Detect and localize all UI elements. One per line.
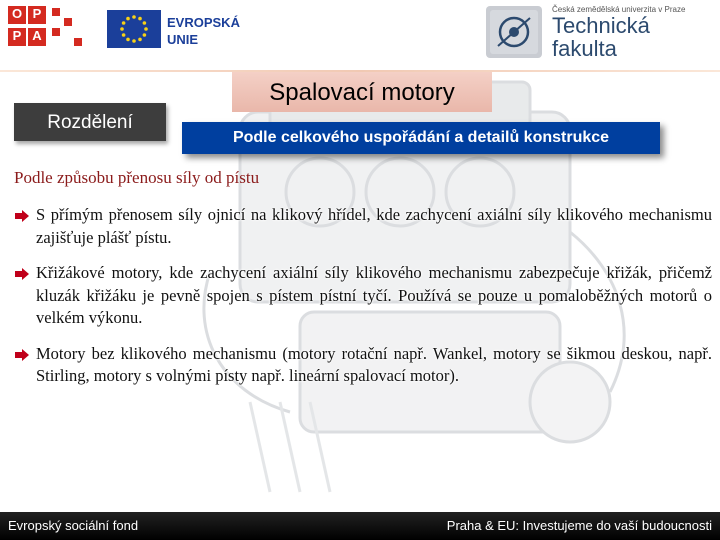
tf-name-line2: fakulta	[552, 36, 617, 61]
footer-bar	[0, 512, 720, 540]
bullet-text: S přímým přenosem síly ojnicí na klikový hřídel, kde zachycení axiální síly klikového mechanismu zajišťuje plášť pístu.	[36, 205, 712, 247]
oppa-letter-p1: P	[28, 6, 46, 24]
oppa-grid-cell	[74, 38, 82, 46]
oppa-letter-p2: P	[8, 28, 26, 46]
footer-left-text: Evropský sociální fond	[8, 518, 139, 533]
slide-title: Spalovací motory	[232, 72, 492, 112]
oppa-grid-cell	[52, 28, 60, 36]
bullet-text: Motory bez klikového mechanismu (motory rotační např. Wankel, motory se šikmou deskou, např. Stirling, motory s volnými písty např. lineární spalovací motor).	[36, 343, 712, 385]
slide-subtitle: Podle celkového uspořádání a detailů konstrukce	[182, 122, 660, 154]
oppa-letter-a: A	[28, 28, 46, 46]
oppa-letter-o: O	[8, 6, 26, 24]
op-pa-logo	[8, 6, 96, 54]
header-bar	[0, 0, 720, 70]
section-label: Rozdělení	[14, 103, 166, 141]
red-arrow-icon	[14, 209, 30, 227]
tf-logo-icon	[486, 6, 542, 58]
list-item	[14, 343, 712, 388]
tf-name-line1: Technická	[552, 13, 650, 38]
oppa-grid-cell	[64, 18, 72, 26]
tf-faculty-name	[552, 14, 650, 60]
section-heading: Podle způsobu přenosu síly od pístu	[14, 168, 260, 187]
bullet-list	[14, 204, 712, 401]
footer-right-text: Praha & EU: Investujeme do vaší budoucnosti	[446, 518, 712, 533]
tf-university-name: Česká zemědělská univerzita v Praze	[552, 5, 686, 14]
oppa-grid-cell	[52, 8, 60, 16]
eu-text: EVROPSKÁ UNIE	[167, 15, 240, 47]
red-arrow-icon	[14, 267, 30, 285]
bullet-text: Křižákové motory, kde zachycení axiální síly klikového mechanismu zabezpečuje křižák, přičemž kluzák křižáku je pevně spojen s pístem pístní tyčí. Používá se pouze u pomaloběžných motorů o velkém výkonu.	[36, 263, 712, 327]
list-item	[14, 262, 712, 330]
red-arrow-icon	[14, 348, 30, 366]
eu-flag-icon	[107, 10, 161, 48]
list-item	[14, 204, 712, 249]
